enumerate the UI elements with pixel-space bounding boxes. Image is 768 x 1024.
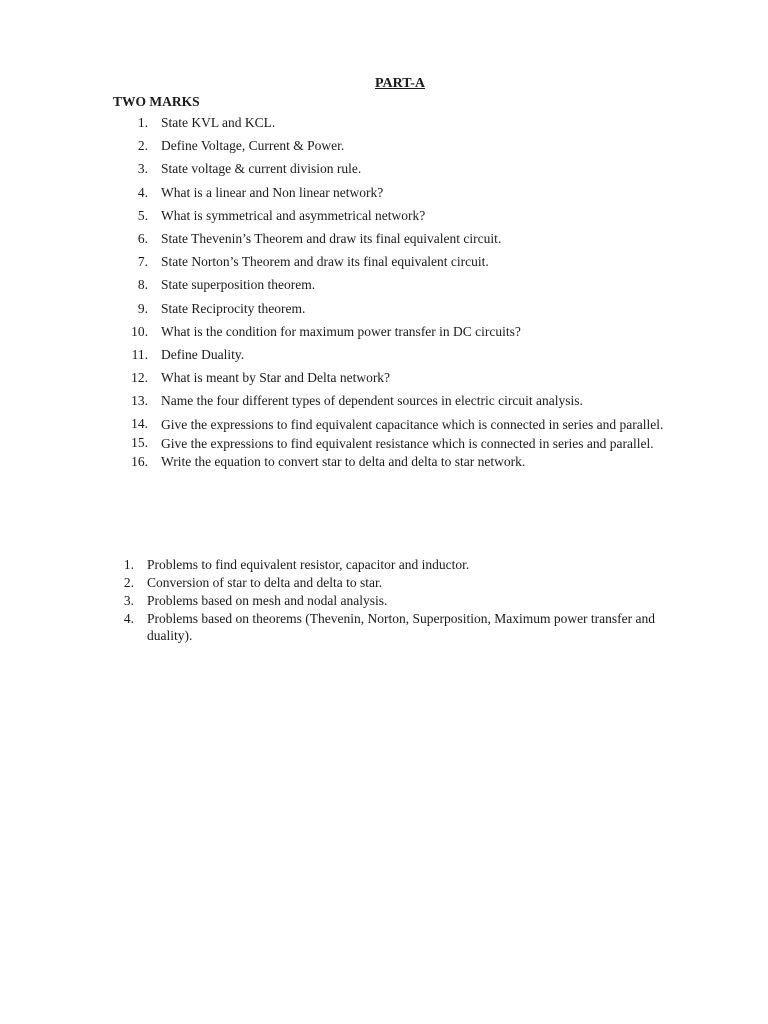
section-title: TWO MARKS — [113, 94, 200, 109]
list-item — [110, 161, 708, 177]
list-item — [110, 556, 670, 573]
item-text: What is meant by Star and Delta network? — [161, 370, 391, 386]
item-text: What is symmetrical and asymmetrical network? — [161, 207, 426, 223]
item-text: State superposition theorem. — [161, 277, 316, 293]
item-number: 4. — [123, 611, 134, 626]
item-number: 16. — [131, 454, 148, 470]
list-item — [110, 254, 708, 270]
list-item — [110, 454, 708, 470]
list-item — [110, 435, 708, 452]
item-number: 1. — [123, 557, 134, 572]
item-text: Define Voltage, Current & Power. — [161, 138, 345, 154]
two-marks-list — [110, 115, 708, 478]
item-text: Conversion of star to delta and delta to star. — [147, 575, 383, 590]
item-text: Give the expressions to find equivalent capacitance which is connected in series and parallel. — [161, 417, 664, 433]
list-item — [110, 301, 708, 317]
list-item — [110, 370, 708, 386]
list-item — [110, 324, 708, 340]
list-item — [110, 347, 708, 363]
item-text: State voltage & current division rule. — [161, 161, 362, 177]
item-text: State Thevenin’s Theorem and draw its final equivalent circuit. — [161, 230, 502, 246]
item-number: 11. — [131, 346, 148, 362]
item-number: 12. — [131, 370, 148, 386]
item-number: 7. — [137, 254, 148, 270]
part-title: PART-A — [374, 76, 426, 91]
item-number: 5. — [137, 207, 148, 223]
list-item — [110, 138, 708, 154]
item-number: 15. — [131, 435, 148, 451]
list-item — [110, 185, 708, 201]
list-item — [110, 393, 708, 409]
list-item — [110, 115, 708, 131]
list-item — [110, 277, 708, 293]
item-number: 3. — [137, 161, 148, 177]
item-text: Give the expressions to find equivalent resistance which is connected in series and parallel. — [161, 436, 654, 452]
list-item — [110, 610, 670, 644]
problems-list — [110, 556, 670, 645]
item-number: 2. — [123, 575, 134, 590]
item-number: 14. — [131, 416, 148, 432]
item-text: Problems to find equivalent resistor, capacitor and inductor. — [147, 557, 470, 572]
item-text: What is the condition for maximum power transfer in DC circuits? — [161, 323, 521, 339]
list-item — [110, 592, 670, 609]
item-text: Write the equation to convert star to delta and delta to star network. — [161, 454, 526, 470]
list-item — [110, 574, 670, 591]
item-text: State Norton’s Theorem and draw its final equivalent circuit. — [161, 254, 489, 270]
item-number: 9. — [137, 300, 148, 316]
item-number: 4. — [137, 184, 148, 200]
item-text: Problems based on theorems (Thevenin, Norton, Superposition, Maximum power transfer and duality). — [147, 611, 656, 643]
item-text: State KVL and KCL. — [161, 115, 276, 130]
item-number: 2. — [137, 138, 148, 154]
item-number: 13. — [131, 393, 148, 409]
item-text: What is a linear and Non linear network? — [161, 184, 384, 200]
item-number: 8. — [137, 277, 148, 293]
list-item — [110, 231, 708, 247]
list-item — [110, 416, 708, 433]
item-number: 6. — [137, 230, 148, 246]
item-text: State Reciprocity theorem. — [161, 300, 306, 316]
item-number: 10. — [131, 323, 148, 339]
item-text: Problems based on mesh and nodal analysis. — [147, 593, 388, 608]
item-text: Define Duality. — [161, 346, 245, 362]
list-item — [110, 208, 708, 224]
item-text: Name the four different types of dependent sources in electric circuit analysis. — [161, 393, 583, 409]
item-number: 3. — [123, 593, 134, 608]
item-number: 1. — [137, 115, 148, 130]
